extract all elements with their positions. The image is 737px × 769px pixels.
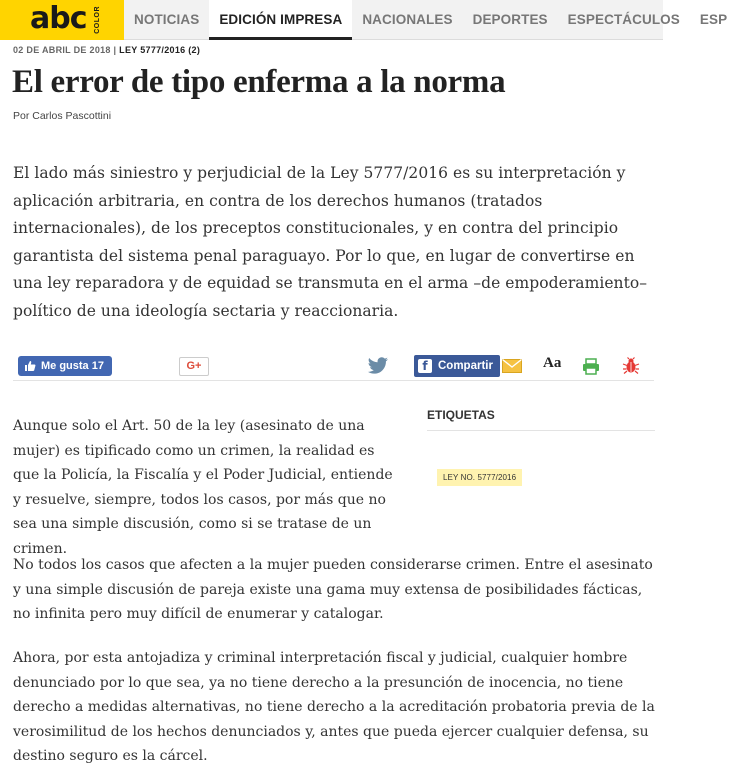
article-author: Por Carlos Pascottini <box>13 110 112 122</box>
article-date: 02 DE ABRIL DE 2018 <box>13 45 111 55</box>
tag-chip[interactable]: LEY NO. 5777/2016 <box>437 469 522 486</box>
article-paragraph-1: Aunque solo el Art. 50 de la ley (asesinato de una mujer) es tipificado como un crimen, la realidad es que la Policía, la Fiscalía y el Poder Judicial, entiende y resuelve, siempre, todos los casos, por más que no sea una simple discusión, como si se tratase de un crimen. <box>13 418 393 557</box>
abc-color-logo[interactable] <box>0 0 124 40</box>
twitter-bird-icon[interactable] <box>367 357 389 375</box>
article-section-tag[interactable]: LEY 5777/2016 (2) <box>119 45 201 55</box>
print-icon[interactable] <box>582 358 600 375</box>
tags-heading: ETIQUETAS <box>427 408 655 431</box>
facebook-like-button[interactable] <box>18 356 112 376</box>
nav-item-edicion-impresa[interactable]: EDICIÓN IMPRESA <box>209 0 352 40</box>
report-bug-icon[interactable] <box>622 357 640 375</box>
font-size-toggle[interactable]: Aa <box>543 355 562 371</box>
thumbs-up-icon <box>24 360 36 372</box>
nav-item-deportes[interactable]: DEPORTES <box>472 12 548 27</box>
article-title: El error de tipo enferma a la norma <box>12 64 506 100</box>
article-meta <box>13 45 200 55</box>
nav-item-noticias[interactable]: NOTICIAS <box>134 12 200 27</box>
article-lead: El lado más siniestro y perjudicial de la Ley 5777/2016 es su interpretación y aplicación arbitraria, en contra de los derechos humanos (tratados internacionales), de los preceptos constitucionales, y en contra del principio garantista del sistema penal paraguayo. Por lo que, en lugar de convertirse en una ley reparadora y de equidad se transmuta en el arma –de empoderamiento– político de una ideología sectaria y reaccionaria. <box>13 164 648 320</box>
share-label: Compartir <box>438 360 493 372</box>
logo-badge: COLOR <box>94 6 101 34</box>
top-navigation-bar <box>0 0 728 40</box>
logo-wordmark: abc <box>30 1 87 36</box>
like-label: Me gusta 17 <box>41 360 104 372</box>
article-paragraph-3: Ahora, por esta antojadiza y criminal interpretación fiscal y judicial, cualquier hombre denunciado por lo que sea, ya no tiene derecho a la presunción de inocencia, no tiene derecho a medidas alternativas, no tiene derecho a la acreditación probatoria previa de la verosimilitud de los hechos denunciados y, antes que pueda ejercer cualquier defensa, su destino seguro es la cárcel. <box>13 650 655 764</box>
article-paragraph-2: No todos los casos que afecten a la mujer pueden considerarse crimen. Entre el asesinato y una simple discusión de pareja existe una gama muy extensa de posibilidades fácticas, no infinita pero muy difícil de enumerar y catalogar. <box>13 557 653 622</box>
nav-item-nacionales[interactable]: NACIONALES <box>362 12 453 27</box>
nav-item-espectaculos[interactable]: ESPECTÁCULOS <box>567 12 680 27</box>
main-nav <box>124 0 737 40</box>
mail-icon[interactable] <box>502 359 522 373</box>
google-plus-button[interactable]: G+ <box>179 357 209 376</box>
facebook-f-icon: f <box>418 359 432 373</box>
facebook-share-button[interactable] <box>414 355 500 377</box>
tags-sidebar <box>427 408 655 486</box>
meta-separator: | <box>110 45 120 55</box>
share-toolbar <box>13 353 654 381</box>
nav-item-truncated[interactable]: ESP <box>699 12 728 27</box>
